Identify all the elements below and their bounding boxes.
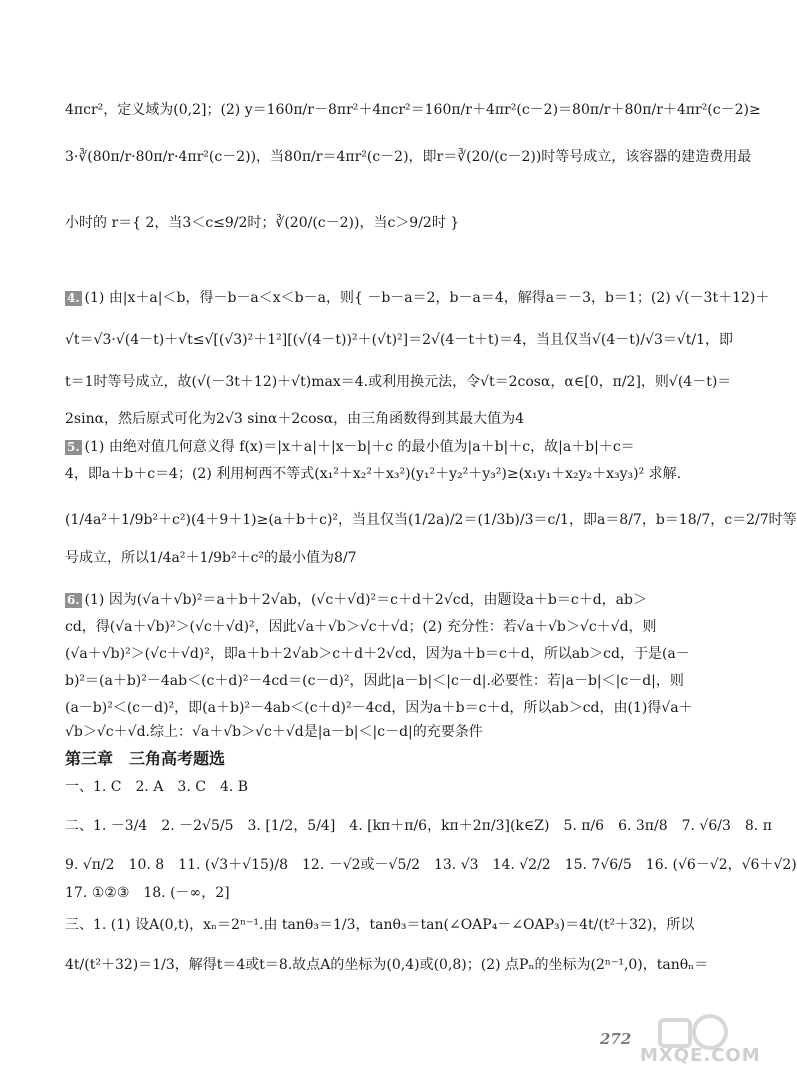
answers-section-3-row-2: 4t/(t²＋32)＝1/3，解得t＝4或t＝8.故点A的坐标为(0,4)或(0,8)；(2) 点Pₙ的坐标为(2ⁿ⁻¹,0)，tanθₙ＝ [65,957,709,973]
text-line-7: 2sinα，然后原式可化为2√3 sinα＋2cosα，由三角函数得到其最大值为4 [65,411,525,427]
problem-6-text: (1) 因为(√a＋√b)²＝a＋b＋2√ab，(√c＋√d)²＝c＋d＋2√cd，由题设a＋b＝c＋d，ab＞ [84,592,647,608]
problem-5-text: (1) 由绝对值几何意义得 f(x)＝|x＋a|＋|x－b|＋c 的最小值为|a＋b|＋c，故|a＋b|＋c＝ [84,439,635,455]
problem-4-text: (1) 由|x＋a|＜b，得－b－a＜x＜b－a，则{ －b－a＝2，b－a＝4，解得a＝－3，b＝1；(2) √(－3t＋12)＋ [84,290,770,306]
problem-number-5: 5. [67,440,80,454]
answers-section-2-row-2: 9. √π/2 10. 8 11. (√3＋√15)/8 12. －√2或－√5/2 13. √3 14. √2/2 15. 7√6/5 16. (√6－√2，√6＋√2) [65,857,797,873]
text-line-15: b)²＝(a＋b)²－4ab＜(c＋d)²－4cd＝(c－d)²，因此|a－b|＜|c－d|.必要性：若|a－b|＜|c－d|，则 [65,673,684,689]
answers-section-2-row-1: 二、1. －3/4 2. －2√5/5 3. [1/2，5/4] 4. [kπ＋π/6，kπ＋2π/3](k∈Z) 5. π/6 6. 3π/8 7. √6/3 8. π [65,818,772,834]
chapter-heading: 第三章 三角高考题选 [65,749,226,768]
text-line-16: (a－b)²＜(c－d)²，即(a＋b)²－4ab＜(c＋d)²－4cd，因为a＋b＝c＋d，所以ab＞cd，由(1)得√a＋ [65,700,693,716]
text-line-1: 4πcr²，定义域为(0,2]；(2) y＝160π/r－8πr²＋4πcr²＝160π/r＋4πr²(c－2)＝80π/r＋80π/r＋4πr²(c－2)≥ [65,102,761,118]
problem-number-6: 6. [67,593,80,607]
answers-section-1: 一、1. C 2. A 3. C 4. B [65,779,249,795]
answers-section-2-row-3: 17. ①②③ 18. (－∞，2] [65,885,230,901]
problem-6-line-1 [65,590,695,610]
answers-section-3-row-1: 三、1. (1) 设A(0,t)，xₙ＝2ⁿ⁻¹.由 tanθ₃＝1/3，tanθ₃＝tan(∠OAP₄－∠OAP₃)＝4t/(t²＋32)，所以 [65,917,695,933]
problem-4-line-1 [65,288,770,308]
watermark-text: MXQE.COM [640,1045,761,1066]
text-line-5: √t＝√3·√(4－t)＋√t≤√[(√3)²＋1²][(√(4－t))²＋(√t)²]＝2√(4－t＋t)＝4，当且仅当√(4－t)/√3＝√t/1，即 [65,332,734,348]
problem-5-line-1 [65,437,695,457]
page-number: 272 [600,1030,632,1048]
text-line-3: 小时的 r＝{ 2，当3＜c≤9/2时；∛(20/(c－2))，当c＞9/2时 } [65,215,460,231]
text-line-11: 号成立，所以1/4a²＋1/9b²＋c²的最小值为8/7 [65,550,357,566]
text-line-6: t＝1时等号成立，故(√(－3t＋12)＋√t)max＝4.或利用换元法，令√t＝2cosα，α∈[0，π/2]，则√(4－t)＝ [65,374,732,390]
text-line-14: (√a＋√b)²＞(√c＋√d)²，即a＋b＋2√ab＞c＋d＋2√cd，因为a＋b＝c＋d，所以ab＞cd，于是(a－ [65,646,690,662]
text-line-2: 3·∛(80π/r·80π/r·4πr²(c－2))，当80π/r＝4πr²(c－2)，即r＝∛(20/(c－2))时等号成立，该容器的建造费用最 [65,149,752,165]
problem-number-4: 4. [67,291,80,305]
text-line-10: (1/4a²＋1/9b²＋c²)(4＋9＋1)≥(a＋b＋c)²，当且仅当(1/2a)/2＝(1/3b)/3＝c/1，即a＝8/7，b＝18/7，c＝2/7时等 [65,512,797,528]
text-line-17: √b＞√c＋√d.综上：√a＋√b＞√c＋√d是|a－b|＜|c－d|的充要条件 [65,724,483,740]
text-line-9: 4，即a＋b＋c＝4；(2) 利用柯西不等式(x₁²＋x₂²＋x₃²)(y₁²＋y₂²＋y₃²)≥(x₁y₁＋x₂y₂＋x₃y₃)² 求解. [65,466,682,482]
text-line-13: cd，得(√a＋√b)²＞(√c＋√d)²，因此√a＋√b＞√c＋√d；(2) 充分性：若√a＋√b＞√c＋√d，则 [65,619,657,635]
